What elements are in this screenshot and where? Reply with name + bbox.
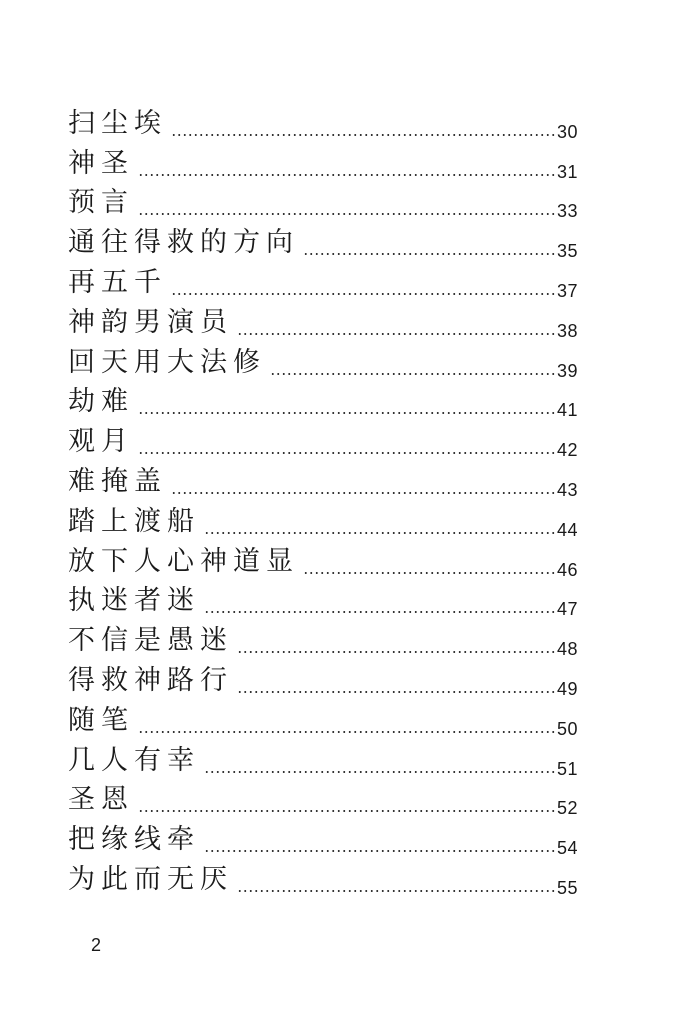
toc-entry-page: 54 [556,838,578,859]
dot-leader [237,691,555,693]
toc-entry-title: 通往得救的方向 [68,227,299,259]
dot-leader [171,293,555,295]
toc-entry [68,580,578,620]
toc-entry [68,500,578,540]
dot-leader [171,134,555,136]
toc-entry [68,182,578,222]
toc-entry-page: 47 [556,599,578,620]
toc-entry-page: 48 [556,639,578,660]
toc-entry [68,420,578,460]
toc-entry-page: 42 [556,440,578,461]
toc-entry-title: 扫尘埃 [68,107,167,139]
toc-entry-title: 放下人心神道显 [68,545,299,577]
table-of-contents [68,102,578,898]
toc-entry-page: 46 [556,559,578,580]
toc-entry [68,301,578,341]
toc-entry-page: 51 [556,758,578,779]
toc-entry-page: 38 [556,320,578,341]
toc-entry-title: 回天用大法修 [68,346,266,378]
toc-entry [68,619,578,659]
toc-entry-title: 圣恩 [68,784,134,816]
toc-entry-title: 神韵男演员 [68,306,233,338]
toc-entry-page: 41 [556,400,578,421]
toc-entry-page: 35 [556,241,578,262]
dot-leader [138,412,555,414]
toc-entry [68,659,578,699]
toc-entry [68,221,578,261]
toc-entry-page: 50 [556,718,578,739]
dot-leader [204,771,555,773]
toc-entry-title: 劫难 [68,386,134,418]
dot-leader [237,333,555,335]
toc-entry-page: 37 [556,280,578,301]
toc-entry [68,381,578,421]
toc-entry-page: 31 [556,161,578,182]
dot-leader [204,850,555,852]
toc-entry-title: 执迷者迷 [68,585,200,617]
toc-entry-title: 再五千 [68,266,167,298]
toc-entry-title: 预言 [68,187,134,219]
toc-entry-page: 52 [556,798,578,819]
dot-leader [204,532,555,534]
dot-leader [138,731,555,733]
dot-leader [303,253,555,255]
toc-entry [68,341,578,381]
dot-leader [138,213,555,215]
dot-leader [204,611,555,613]
dot-leader [237,890,555,892]
dot-leader [138,452,555,454]
toc-entry [68,540,578,580]
dot-leader [138,174,555,176]
toc-entry [68,739,578,779]
toc-entry [68,818,578,858]
dot-leader [303,572,555,574]
toc-entry-title: 不信是愚迷 [68,625,233,657]
toc-entry-title: 随笔 [68,704,134,736]
toc-entry-title: 踏上渡船 [68,505,200,537]
toc-entry-title: 为此而无厌 [68,863,233,895]
toc-entry [68,460,578,500]
toc-entry-page: 39 [556,360,578,381]
toc-entry-title: 观月 [68,426,134,458]
toc-entry-page: 55 [556,877,578,898]
toc-entry [68,261,578,301]
toc-entry-title: 几人有幸 [68,744,200,776]
toc-entry-title: 难掩盖 [68,465,167,497]
dot-leader [270,373,555,375]
toc-entry-title: 把缘线牵 [68,824,200,856]
toc-entry-page: 33 [556,201,578,222]
toc-entry [68,858,578,898]
toc-entry-page: 49 [556,678,578,699]
toc-entry-page: 30 [556,121,578,142]
dot-leader [171,492,555,494]
toc-entry-title: 得救神路行 [68,664,233,696]
toc-entry-title: 神圣 [68,147,134,179]
toc-entry [68,779,578,819]
toc-entry [68,142,578,182]
toc-entry-page: 44 [556,519,578,540]
page-number: 2 [91,935,102,955]
dot-leader [138,810,555,812]
dot-leader [237,651,555,653]
toc-entry [68,102,578,142]
toc-entry-page: 43 [556,479,578,500]
toc-entry [68,699,578,739]
